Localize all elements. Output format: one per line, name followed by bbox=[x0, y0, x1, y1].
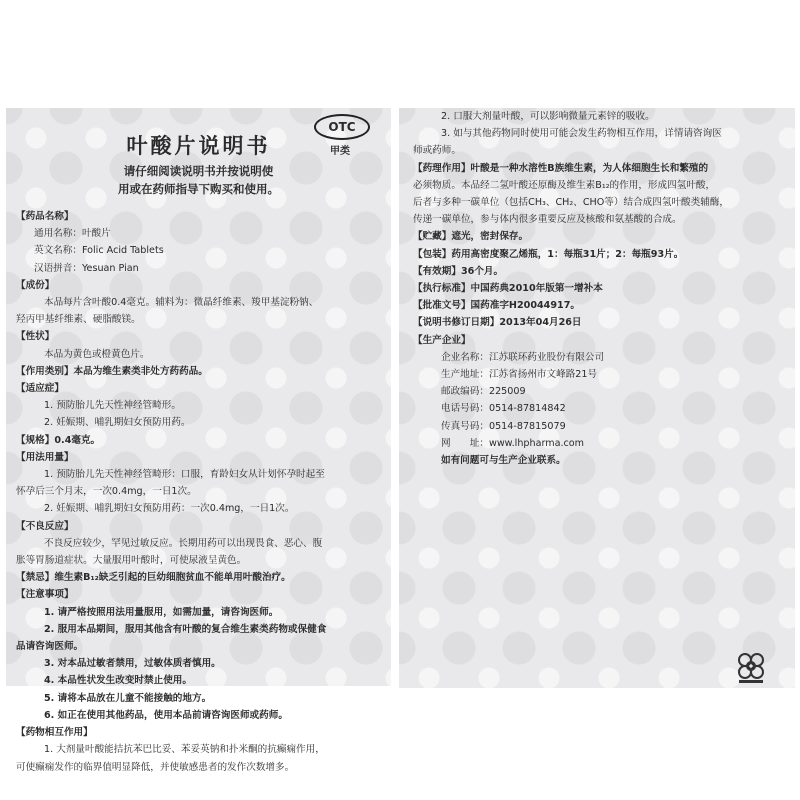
section-heading-line: 【成份】 bbox=[16, 279, 55, 291]
leaflet-right-page bbox=[399, 108, 795, 688]
body-text-line: 邮政编码：225009 bbox=[441, 386, 526, 398]
body-text-line: 1. 请严格按照用法用量服用，如需加量，请咨询医师。 bbox=[44, 606, 279, 618]
section-heading-line: 【性状】 bbox=[16, 331, 55, 343]
company-logo-icon bbox=[735, 650, 773, 684]
body-text-line: 后者与多种一碳单位（包括CH₃、CH₂、CHO等）结合成四氢叶酸类辅酶， bbox=[413, 197, 730, 209]
section-heading-line: 【生产企业】 bbox=[413, 334, 471, 346]
usage-notice-line: 请仔细阅读说明书并按说明使 bbox=[123, 164, 274, 178]
body-text-line: 3. 对本品过敏者禁用，过敏体质者慎用。 bbox=[44, 658, 221, 670]
body-text-line: 必须物质。本品经二氢叶酸还原酶及维生素B₁₂的作用，形成四氢叶酸， bbox=[413, 179, 716, 191]
usage-notice-line: 用或在药师指导下购买和使用。 bbox=[118, 182, 279, 196]
section-heading-line: 【药理作用】叶酸是一种水溶性B族维生素，为人体细胞生长和繁殖的 bbox=[413, 162, 709, 174]
body-text-line: 传真号码：0514-87815079 bbox=[441, 420, 566, 432]
section-heading-line: 【贮藏】遮光，密封保存。 bbox=[413, 231, 529, 243]
body-text-line: 师或药师。 bbox=[413, 145, 461, 157]
body-text-line: 2. 口服大剂量叶酸，可以影响微量元素锌的吸收。 bbox=[441, 111, 655, 122]
body-text-line: 1. 预防胎儿先天性神经管畸形：口服，育龄妇女从计划怀孕时起至 bbox=[44, 469, 325, 481]
body-text-line: 通用名称：叶酸片 bbox=[34, 228, 111, 240]
usage-notice bbox=[6, 162, 391, 198]
body-text-line: 本品为黄色或橙黄色片。 bbox=[44, 348, 150, 360]
body-text-line: 如有问题可与生产企业联系。 bbox=[441, 455, 566, 467]
body-text-line: 5. 请将本品放在儿童不能接触的地方。 bbox=[44, 692, 212, 704]
body-text-line: 4. 本品性状发生改变时禁止使用。 bbox=[44, 675, 192, 687]
body-text-line: 本品每片含叶酸0.4毫克。辅料为：微晶纤维素、羧甲基淀粉钠、 bbox=[44, 297, 319, 309]
otc-class-label: 甲类 bbox=[330, 146, 350, 157]
right-page-content bbox=[413, 108, 783, 469]
section-heading-line: 【禁忌】维生素B₁₂缺乏引起的巨幼细胞贫血不能单用叶酸治疗。 bbox=[16, 572, 291, 584]
section-heading-line: 【有效期】36个月。 bbox=[413, 265, 504, 277]
section-heading-line: 【规格】0.4毫克。 bbox=[16, 434, 101, 446]
document-title: 叶酸片说明书 bbox=[126, 134, 271, 158]
section-heading-line: 【批准文号】国药准字H20044917。 bbox=[413, 300, 580, 312]
body-text-line: 不良反应较少，罕见过敏反应。长期用药可以出现畏食、恶心、腹 bbox=[44, 537, 323, 549]
body-text-line: 1. 大剂量叶酸能拮抗苯巴比妥、苯妥英钠和扑米酮的抗癫痫作用， bbox=[44, 744, 325, 756]
body-text-line: 羟丙甲基纤维素、硬脂酸镁。 bbox=[16, 314, 141, 326]
body-text-line: 品请咨询医师。 bbox=[16, 641, 84, 653]
body-text-line: 3. 如与其他药物同时使用可能会发生药物相互作用，详情请咨询医 bbox=[441, 128, 722, 140]
section-heading-line: 【注意事项】 bbox=[16, 589, 74, 601]
body-text-line: 怀孕后三个月末，一次0.4mg，一日1次。 bbox=[16, 486, 197, 498]
otc-badge: OTC bbox=[314, 114, 370, 140]
left-page-content bbox=[16, 208, 382, 776]
body-text-line: 生产地址：江苏省扬州市文峰路21号 bbox=[441, 369, 598, 381]
body-text-line: 企业名称：江苏联环药业股份有限公司 bbox=[441, 351, 605, 363]
leaflet-left-page bbox=[6, 108, 391, 773]
section-heading-line: 【不良反应】 bbox=[16, 520, 74, 532]
section-heading-line: 【作用类别】本品为维生素类非处方药药品。 bbox=[16, 365, 208, 377]
section-heading-line: 【适应症】 bbox=[16, 383, 64, 395]
body-text-line: 1. 预防胎儿先天性神经管畸形。 bbox=[44, 400, 181, 412]
section-heading-line: 【用法用量】 bbox=[16, 451, 74, 463]
body-text-line: 可使癫痫发作的临界值明显降低，并使敏感患者的发作次数增多。 bbox=[16, 761, 295, 773]
body-text-line: 网 址：www.lhpharma.com bbox=[441, 437, 585, 449]
section-heading-line: 【说明书修订日期】2013年04月26日 bbox=[413, 317, 582, 329]
body-text-line: 汉语拼音：Yesuan Pian bbox=[34, 262, 139, 274]
section-heading-line: 【药物相互作用】 bbox=[16, 727, 93, 739]
body-text-line: 电话号码：0514-87814842 bbox=[441, 403, 566, 415]
section-heading-line: 【执行标准】中国药典2010年版第一增补本 bbox=[413, 283, 603, 295]
body-text-line: 英文名称：Folic Acid Tablets bbox=[34, 245, 164, 257]
section-heading-line: 【药品名称】 bbox=[16, 211, 74, 222]
body-text-line: 2. 妊娠期、哺乳期妇女预防用药：一次0.4mg，一日1次。 bbox=[44, 503, 295, 515]
body-text-line: 胀等胃肠道症状。大量服用叶酸时，可使尿液呈黄色。 bbox=[16, 555, 247, 567]
section-heading-line: 【包装】药用高密度聚乙烯瓶，1：每瓶31片；2：每瓶93片。 bbox=[413, 248, 684, 260]
body-text-line: 2. 妊娠期、哺乳期妇女预防用药。 bbox=[44, 417, 191, 429]
body-text-line: 2. 服用本品期间，服用其他含有叶酸的复合维生素类药物或保健食 bbox=[44, 623, 327, 635]
body-text-line: 6. 如正在使用其他药品，使用本品前请咨询医师或药师。 bbox=[44, 709, 288, 721]
body-text-line: 传递一碳单位，参与体内很多重要反应及核酸和氨基酸的合成。 bbox=[413, 214, 682, 226]
